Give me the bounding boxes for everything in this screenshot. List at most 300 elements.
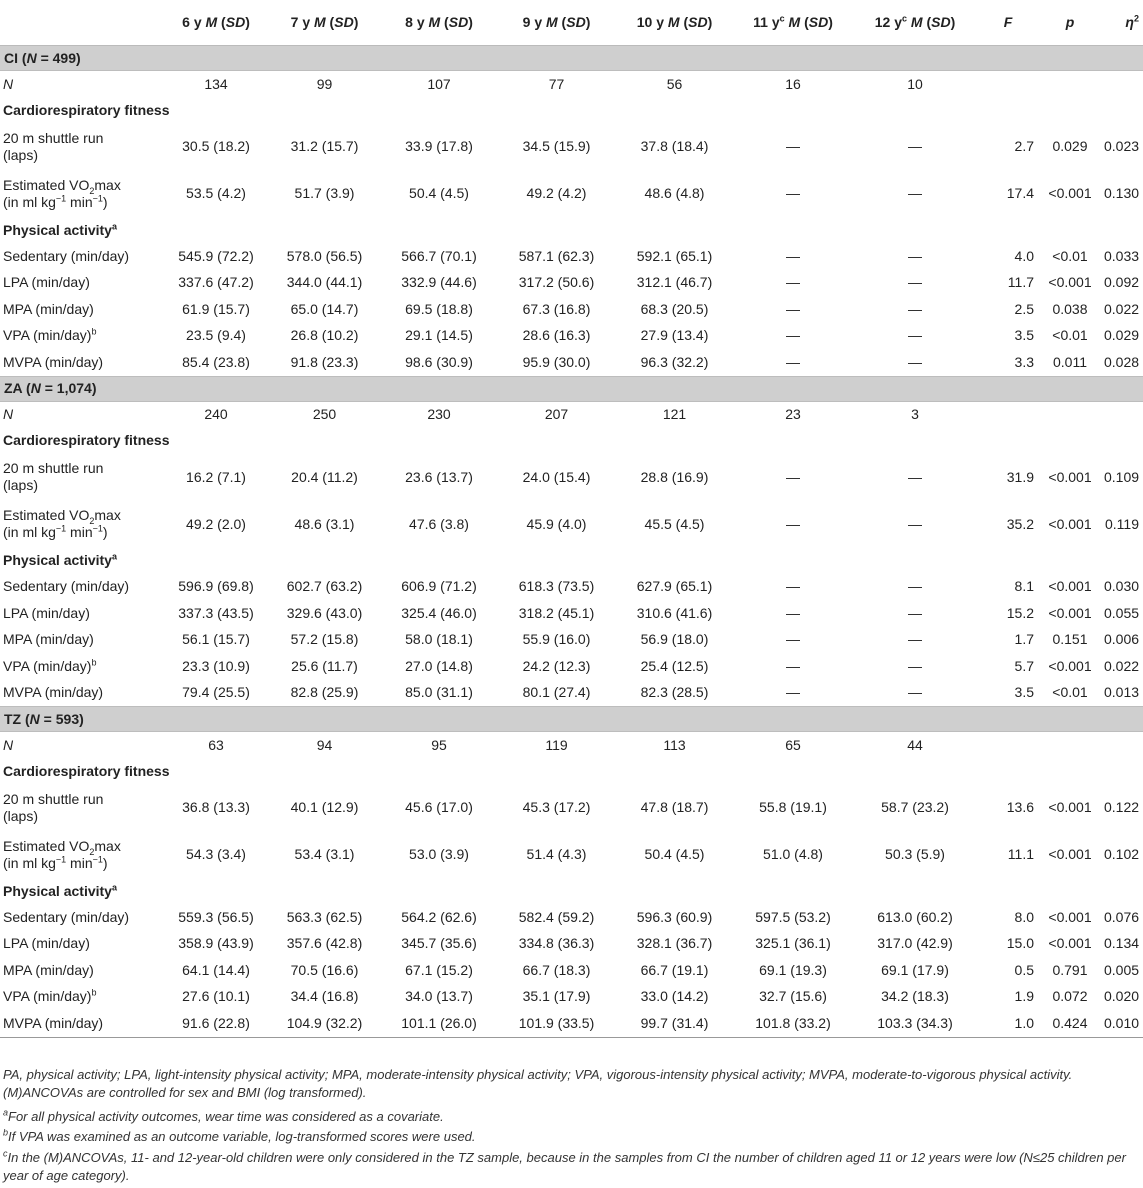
header-7y: 7 y M (SD) bbox=[269, 0, 380, 46]
p-cell: <0.001 bbox=[1048, 935, 1092, 952]
f-cell: 15.0 bbox=[1006, 935, 1034, 952]
empty-cell bbox=[1102, 401, 1143, 428]
header-11y: 11 $y^c$ M (SD) bbox=[734, 0, 852, 46]
value-cell: 317.2 (50.6) bbox=[518, 274, 595, 291]
row-label: MVPA (min/day) bbox=[3, 684, 104, 701]
table-row bbox=[0, 243, 1143, 270]
value-cell: 103.3 (34.3) bbox=[852, 1010, 978, 1037]
value-cell: 24.2 (12.3) bbox=[522, 657, 591, 674]
p-cell: 0.038 bbox=[1052, 300, 1088, 317]
eta-cell: 0.030 bbox=[1104, 578, 1140, 595]
value-cell: 578.0 (56.5) bbox=[286, 247, 363, 264]
value-cell: 26.8 (10.2) bbox=[290, 327, 359, 344]
eta-cell: 0.130 bbox=[1104, 185, 1140, 201]
eta-cell: 0.119 bbox=[1105, 515, 1139, 532]
n-cell: 99 bbox=[316, 75, 333, 92]
table-row bbox=[0, 931, 1143, 958]
value-cell: 597.5 (53.2) bbox=[755, 908, 831, 925]
p-cell: <0.01 bbox=[1052, 327, 1088, 344]
p-cell: <0.001 bbox=[1048, 799, 1092, 815]
value-cell: — bbox=[908, 468, 922, 485]
value-cell: — bbox=[908, 578, 922, 595]
n-cell: 16 bbox=[785, 75, 801, 92]
value-cell: 80.1 (27.4) bbox=[522, 684, 591, 701]
value-cell: 337.6 (47.2) bbox=[178, 274, 254, 291]
header-empty bbox=[0, 0, 163, 46]
n-cell: 95 bbox=[431, 736, 447, 753]
p-cell: <0.001 bbox=[1048, 468, 1092, 485]
footnote-abbreviations: PA, physical activity; LPA, light-intensity physical activity; MPA, moderate-intensity physical activity; VPA, vigorous-intensity physical activity; MVPA, moderate-to-vigorous physical activity. (M)ANCOVAs are controlled for sex and BMI (log transformed). bbox=[3, 1067, 1073, 1100]
value-cell: 48.6 (3.1) bbox=[294, 515, 355, 532]
row-label: LPA (min/day) bbox=[3, 274, 90, 291]
value-cell: — bbox=[908, 138, 922, 154]
value-cell: — bbox=[908, 515, 922, 532]
eta-cell: 0.033 bbox=[1104, 247, 1140, 264]
value-cell: 104.9 (32.2) bbox=[269, 1010, 380, 1037]
value-cell: — bbox=[908, 684, 922, 701]
value-cell: — bbox=[908, 274, 922, 291]
value-cell: 45.6 (17.0) bbox=[405, 799, 473, 815]
value-cell: 69.1 (19.3) bbox=[759, 961, 827, 978]
value-cell: 34.4 (16.8) bbox=[290, 988, 359, 1005]
value-cell: 28.8 (16.9) bbox=[640, 468, 709, 485]
value-cell: 50.3 (5.9) bbox=[885, 846, 945, 862]
row-label: Sedentary (min/day) bbox=[3, 247, 130, 264]
p-cell: <0.001 bbox=[1048, 578, 1092, 595]
value-cell: 606.9 (71.2) bbox=[401, 578, 477, 595]
header-p: p bbox=[1038, 0, 1102, 46]
value-cell: — bbox=[786, 631, 800, 648]
f-cell: 1.9 bbox=[1014, 988, 1034, 1005]
category-cardio bbox=[0, 97, 1143, 123]
value-cell: 33.0 (14.2) bbox=[640, 988, 709, 1005]
header-6y: 6 y M (SD) bbox=[163, 0, 269, 46]
category-pa-label: Physical activity$^a$ bbox=[3, 220, 117, 238]
value-cell: 61.9 (15.7) bbox=[182, 300, 250, 317]
table-row bbox=[0, 984, 1143, 1011]
value-cell: 563.3 (62.5) bbox=[286, 908, 363, 925]
eta-cell: 0.022 bbox=[1104, 300, 1140, 317]
table-row bbox=[0, 349, 1143, 376]
f-cell: 2.5 bbox=[1014, 300, 1034, 317]
p-cell: 0.791 bbox=[1052, 961, 1088, 978]
n-row bbox=[0, 401, 1143, 428]
n-cell: 207 bbox=[544, 406, 569, 422]
n-cell: 230 bbox=[427, 406, 451, 422]
group-header: ZA (N = 1,074) bbox=[0, 376, 1143, 401]
value-cell: 344.0 (44.1) bbox=[286, 274, 363, 291]
group-header-row bbox=[0, 707, 1143, 732]
value-cell: 67.3 (16.8) bbox=[522, 300, 591, 317]
value-cell: 85.0 (31.1) bbox=[405, 684, 473, 701]
value-cell: 312.1 (46.7) bbox=[636, 274, 713, 291]
value-cell: 35.1 (17.9) bbox=[522, 988, 591, 1005]
footnote-c: $^c$In the (M)ANCOVAs, 11- and 12-year-old children were only considered in the TZ sample, because in the samples from CI the number of children aged 11 or 12 years were low (N≤25 children per year of age category). bbox=[3, 1148, 1126, 1183]
eta-cell: 0.022 bbox=[1104, 657, 1140, 674]
f-cell: 11.1 bbox=[1007, 846, 1034, 862]
header-eta: $\eta^2$ bbox=[1102, 0, 1143, 46]
n-cell: 63 bbox=[208, 736, 224, 753]
value-cell: 310.6 (41.6) bbox=[636, 604, 713, 621]
row-label: LPA (min/day) bbox=[3, 935, 90, 952]
eta-cell: 0.134 bbox=[1104, 935, 1140, 952]
value-cell: 98.6 (30.9) bbox=[405, 353, 473, 370]
table-row bbox=[0, 454, 1143, 501]
value-cell: 627.9 (65.1) bbox=[636, 578, 713, 595]
p-cell: <0.001 bbox=[1048, 657, 1092, 674]
n-row bbox=[0, 732, 1143, 759]
value-cell: — bbox=[786, 468, 800, 485]
table-row bbox=[0, 627, 1143, 654]
value-cell: 53.4 (3.1) bbox=[294, 846, 355, 862]
value-cell: 23.3 (10.9) bbox=[182, 657, 250, 674]
f-cell: 3.5 bbox=[1014, 327, 1034, 344]
n-label: N bbox=[3, 406, 14, 422]
value-cell: 51.7 (3.9) bbox=[294, 185, 355, 201]
value-cell: 47.6 (3.8) bbox=[409, 515, 469, 532]
value-cell: — bbox=[908, 631, 922, 648]
value-cell: 596.9 (69.8) bbox=[178, 578, 254, 595]
value-cell: 618.3 (73.5) bbox=[518, 578, 595, 595]
n-cell: 250 bbox=[312, 406, 337, 422]
category-cardio-label: Cardiorespiratory fitness bbox=[3, 101, 170, 118]
header-10y: 10 y M (SD) bbox=[615, 0, 734, 46]
table-row bbox=[0, 296, 1143, 323]
row-label: LPA (min/day) bbox=[3, 604, 90, 621]
p-cell: <0.01 bbox=[1052, 247, 1088, 264]
category-pa bbox=[0, 217, 1143, 243]
value-cell: — bbox=[786, 185, 800, 201]
table-row bbox=[0, 170, 1143, 217]
value-cell: 24.0 (15.4) bbox=[522, 468, 591, 485]
n-cell: 94 bbox=[316, 736, 333, 753]
n-cell: 134 bbox=[204, 75, 228, 92]
header-row bbox=[0, 0, 1143, 46]
value-cell: — bbox=[908, 657, 922, 674]
table-row bbox=[0, 784, 1143, 831]
value-cell: 49.2 (4.2) bbox=[526, 185, 587, 201]
table-row bbox=[0, 501, 1143, 548]
row-label: MPA (min/day) bbox=[3, 300, 94, 317]
value-cell: 66.7 (19.1) bbox=[640, 961, 709, 978]
value-cell: — bbox=[786, 657, 800, 674]
value-cell: 101.8 (33.2) bbox=[734, 1010, 852, 1037]
category-pa-label: Physical activity$^a$ bbox=[3, 551, 117, 568]
value-cell: 95.9 (30.0) bbox=[522, 353, 591, 370]
p-cell: 0.011 bbox=[1053, 353, 1087, 370]
table-row bbox=[0, 574, 1143, 601]
value-cell: 99.7 (31.4) bbox=[615, 1010, 734, 1037]
f-cell: 15.2 bbox=[1006, 604, 1034, 621]
f-cell: 8.1 bbox=[1014, 578, 1034, 595]
row-label: 20 m shuttle run (laps) bbox=[3, 129, 104, 163]
value-cell: 582.4 (59.2) bbox=[518, 908, 595, 925]
value-cell: 592.1 (65.1) bbox=[636, 247, 713, 264]
n-cell: 121 bbox=[662, 406, 687, 422]
value-cell: 566.7 (70.1) bbox=[401, 247, 477, 264]
eta-cell: 0.122 bbox=[1104, 799, 1140, 815]
value-cell: 27.9 (13.4) bbox=[640, 327, 709, 344]
table-row bbox=[0, 653, 1143, 680]
table-row bbox=[0, 904, 1143, 931]
value-cell: 27.6 (10.1) bbox=[182, 988, 250, 1005]
value-cell: 31.2 (15.7) bbox=[290, 138, 359, 154]
table-body bbox=[0, 46, 1143, 1038]
f-cell: 35.2 bbox=[1006, 515, 1034, 532]
table-row bbox=[0, 957, 1143, 984]
value-cell: 545.9 (72.2) bbox=[178, 247, 254, 264]
empty-cell bbox=[978, 71, 1038, 98]
value-cell: 55.8 (19.1) bbox=[759, 799, 827, 815]
header-12y: 12 $y^c$ M (SD) bbox=[852, 0, 978, 46]
f-cell: 5.7 bbox=[1014, 657, 1034, 674]
value-cell: 613.0 (60.2) bbox=[877, 908, 953, 925]
row-label: Sedentary (min/day) bbox=[3, 908, 130, 925]
value-cell: 318.2 (45.1) bbox=[518, 604, 595, 621]
value-cell: 66.7 (18.3) bbox=[522, 961, 591, 978]
value-cell: 58.7 (23.2) bbox=[881, 799, 949, 815]
value-cell: 67.1 (15.2) bbox=[405, 961, 473, 978]
header-9y: 9 y M (SD) bbox=[498, 0, 615, 46]
row-label: Estimated $VO_2\max$ (in ml $kg^{-1}$ $\min^{-1}$) bbox=[3, 507, 121, 540]
row-label: Sedentary (min/day) bbox=[3, 578, 130, 595]
value-cell: 53.5 (4.2) bbox=[186, 185, 246, 201]
eta-cell: 0.076 bbox=[1104, 908, 1140, 925]
value-cell: 85.4 (23.8) bbox=[182, 353, 250, 370]
row-label: Estimated $VO_2\max$ (in ml $kg^{-1}$ $\min^{-1}$) bbox=[3, 176, 121, 210]
n-cell: 119 bbox=[545, 736, 568, 753]
n-cell: 10 bbox=[907, 75, 923, 92]
value-cell: 50.4 (4.5) bbox=[644, 846, 705, 862]
f-cell: 31.9 bbox=[1006, 468, 1034, 485]
value-cell: 47.8 (18.7) bbox=[640, 799, 709, 815]
empty-cell bbox=[1038, 401, 1102, 428]
value-cell: — bbox=[786, 138, 800, 154]
n-cell: 65 bbox=[785, 736, 801, 753]
n-label: N bbox=[3, 75, 14, 92]
value-cell: 57.2 (15.8) bbox=[290, 631, 359, 648]
table-row bbox=[0, 123, 1143, 170]
value-cell: — bbox=[908, 300, 922, 317]
footnote-b: $^b$If VPA was examined as an outcome variable, log-transformed scores were used. bbox=[3, 1127, 476, 1144]
eta-cell: 0.013 bbox=[1104, 684, 1140, 701]
value-cell: 45.5 (4.5) bbox=[644, 515, 705, 532]
f-cell: 17.4 bbox=[1006, 185, 1034, 201]
n-cell: 113 bbox=[663, 736, 686, 753]
empty-cell bbox=[1038, 71, 1102, 98]
value-cell: 25.6 (11.7) bbox=[291, 657, 358, 674]
eta-cell: 0.029 bbox=[1104, 327, 1140, 344]
eta-cell: 0.028 bbox=[1104, 353, 1140, 370]
empty-cell bbox=[978, 732, 1038, 759]
empty-cell bbox=[978, 401, 1038, 428]
value-cell: 91.6 (22.8) bbox=[163, 1010, 269, 1037]
f-cell: 1.7 bbox=[1014, 631, 1034, 648]
category-cardio bbox=[0, 428, 1143, 454]
value-cell: 56.9 (18.0) bbox=[640, 631, 709, 648]
value-cell: 45.9 (4.0) bbox=[526, 515, 587, 532]
value-cell: 325.1 (36.1) bbox=[755, 935, 831, 952]
f-cell: 11.7 bbox=[1007, 274, 1034, 291]
value-cell: 328.1 (36.7) bbox=[636, 935, 713, 952]
value-cell: 317.0 (42.9) bbox=[877, 935, 953, 952]
n-cell: 3 bbox=[911, 406, 919, 422]
n-label: N bbox=[3, 736, 14, 753]
p-cell: <0.001 bbox=[1048, 846, 1092, 862]
value-cell: 79.4 (25.5) bbox=[182, 684, 250, 701]
n-row bbox=[0, 71, 1143, 98]
n-cell: 23 bbox=[785, 406, 801, 422]
value-cell: 37.8 (18.4) bbox=[640, 138, 709, 154]
category-cardio bbox=[0, 758, 1143, 784]
table-row bbox=[0, 680, 1143, 707]
f-cell: 8.0 bbox=[1014, 908, 1034, 925]
value-cell: 596.3 (60.9) bbox=[636, 908, 713, 925]
table-row bbox=[0, 270, 1143, 297]
category-cardio-label: Cardiorespiratory fitness bbox=[3, 762, 170, 779]
value-cell: 332.9 (44.6) bbox=[401, 274, 477, 291]
group-header-row bbox=[0, 376, 1143, 401]
value-cell: — bbox=[786, 684, 800, 701]
group-header-row bbox=[0, 46, 1143, 71]
value-cell: 69.1 (17.9) bbox=[881, 961, 949, 978]
value-cell: 329.6 (43.0) bbox=[286, 604, 363, 621]
value-cell: 101.9 (33.5) bbox=[498, 1010, 615, 1037]
n-cell: 56 bbox=[666, 75, 683, 92]
row-label: VPA $(\min/day)^b$ bbox=[3, 657, 97, 674]
category-pa bbox=[0, 548, 1143, 574]
n-cell: 77 bbox=[548, 75, 565, 92]
value-cell: 101.1 (26.0) bbox=[380, 1010, 498, 1037]
value-cell: — bbox=[786, 274, 800, 291]
eta-cell: 0.109 bbox=[1104, 468, 1140, 485]
value-cell: — bbox=[786, 578, 800, 595]
value-cell: 69.5 (18.8) bbox=[405, 300, 473, 317]
value-cell: 34.0 (13.7) bbox=[405, 988, 473, 1005]
value-cell: 23.5 (9.4) bbox=[186, 327, 246, 344]
eta-cell: 0.010 bbox=[1102, 1010, 1143, 1037]
value-cell: — bbox=[786, 515, 800, 532]
eta-cell: 0.023 bbox=[1104, 138, 1140, 154]
value-cell: — bbox=[786, 300, 800, 317]
value-cell: — bbox=[786, 327, 800, 344]
empty-cell bbox=[1102, 732, 1143, 759]
value-cell: 337.3 (43.5) bbox=[178, 604, 254, 621]
value-cell: 358.9 (43.9) bbox=[178, 935, 254, 952]
row-label: MVPA (min/day) bbox=[3, 353, 104, 370]
eta-cell: 0.006 bbox=[1104, 631, 1140, 648]
value-cell: 51.0 (4.8) bbox=[763, 846, 823, 862]
value-cell: 55.9 (16.0) bbox=[522, 631, 591, 648]
f-cell: 1.0 bbox=[978, 1010, 1038, 1037]
row-label: Estimated $VO_2\max$ (in ml $kg^{-1}$ $\min^{-1}$) bbox=[3, 837, 121, 871]
value-cell: 45.3 (17.2) bbox=[522, 799, 591, 815]
value-cell: 325.4 (46.0) bbox=[401, 604, 477, 621]
footnote-a: $^a$For all physical activity outcomes, wear time was considered as a covariate. bbox=[3, 1107, 444, 1124]
value-cell: 16.2 (7.1) bbox=[186, 468, 246, 485]
eta-cell: 0.005 bbox=[1104, 961, 1140, 978]
value-cell: 48.6 (4.8) bbox=[644, 185, 705, 201]
value-cell: 345.7 (35.6) bbox=[401, 935, 477, 952]
p-cell: <0.001 bbox=[1048, 515, 1092, 532]
value-cell: 53.0 (3.9) bbox=[409, 846, 469, 862]
value-cell: 32.7 (15.6) bbox=[759, 988, 827, 1005]
value-cell: — bbox=[908, 247, 922, 264]
value-cell: 58.0 (18.1) bbox=[405, 631, 473, 648]
p-cell: <0.01 bbox=[1052, 684, 1088, 701]
table-row bbox=[0, 323, 1143, 350]
value-cell: 56.1 (15.7) bbox=[182, 631, 250, 648]
value-cell: — bbox=[908, 327, 922, 344]
row-label: MPA (min/day) bbox=[3, 631, 94, 648]
row-label: VPA $(\min/day)^b$ bbox=[3, 987, 97, 1005]
value-cell: 334.8 (36.3) bbox=[518, 935, 595, 952]
value-cell: 33.9 (17.8) bbox=[405, 138, 473, 154]
value-cell: 68.3 (20.5) bbox=[640, 300, 709, 317]
value-cell: 357.6 (42.8) bbox=[286, 935, 363, 952]
f-cell: 3.5 bbox=[1014, 684, 1034, 701]
value-cell: 51.4 (4.3) bbox=[526, 846, 587, 862]
value-cell: 54.3 (3.4) bbox=[186, 846, 246, 862]
value-cell: 96.3 (32.2) bbox=[640, 353, 709, 370]
value-cell: 91.8 (23.3) bbox=[290, 353, 359, 370]
row-label: 20 m shuttle run (laps) bbox=[3, 460, 104, 493]
value-cell: — bbox=[908, 604, 922, 621]
p-cell: <0.001 bbox=[1048, 185, 1092, 201]
table-row bbox=[0, 1010, 1143, 1037]
n-cell: 240 bbox=[204, 406, 228, 422]
value-cell: 34.5 (15.9) bbox=[522, 138, 591, 154]
value-cell: 23.6 (13.7) bbox=[405, 468, 473, 485]
value-cell: 602.7 (63.2) bbox=[286, 578, 363, 595]
p-cell: 0.151 bbox=[1052, 631, 1088, 648]
value-cell: 65.0 (14.7) bbox=[290, 300, 359, 317]
eta-cell: 0.102 bbox=[1104, 846, 1140, 862]
group-header: TZ (N = 593) bbox=[0, 707, 1143, 732]
value-cell: 50.4 (4.5) bbox=[409, 185, 469, 201]
f-cell: 3.3 bbox=[1014, 353, 1034, 370]
eta-cell: 0.092 bbox=[1104, 274, 1140, 291]
category-cardio-label: Cardiorespiratory fitness bbox=[3, 432, 170, 448]
f-cell: 4.0 bbox=[1014, 247, 1034, 264]
f-cell: 2.7 bbox=[1014, 138, 1034, 154]
eta-cell: 0.055 bbox=[1104, 604, 1140, 621]
empty-cell bbox=[1102, 71, 1143, 98]
value-cell: 564.2 (62.6) bbox=[401, 908, 477, 925]
value-cell: 49.2 (2.0) bbox=[186, 515, 246, 532]
value-cell: 27.0 (14.8) bbox=[405, 657, 473, 674]
p-cell: <0.001 bbox=[1048, 274, 1092, 291]
table-row bbox=[0, 831, 1143, 878]
value-cell: — bbox=[786, 353, 800, 370]
value-cell: 64.1 (14.4) bbox=[182, 961, 250, 978]
p-cell: 0.029 bbox=[1052, 138, 1088, 154]
n-cell: 44 bbox=[907, 736, 923, 753]
p-cell: 0.072 bbox=[1052, 988, 1088, 1005]
n-cell: 107 bbox=[427, 75, 451, 92]
value-cell: — bbox=[786, 247, 800, 264]
table-row bbox=[0, 600, 1143, 627]
value-cell: 28.6 (16.3) bbox=[522, 327, 591, 344]
row-label: MPA (min/day) bbox=[3, 961, 94, 978]
header-f: F bbox=[978, 0, 1038, 46]
value-cell: 82.8 (25.9) bbox=[290, 684, 359, 701]
value-cell: 20.4 (11.2) bbox=[291, 468, 358, 485]
value-cell: 25.4 (12.5) bbox=[640, 657, 709, 674]
category-pa bbox=[0, 878, 1143, 904]
row-label: 20 m shuttle run (laps) bbox=[3, 790, 104, 824]
value-cell: — bbox=[908, 185, 922, 201]
